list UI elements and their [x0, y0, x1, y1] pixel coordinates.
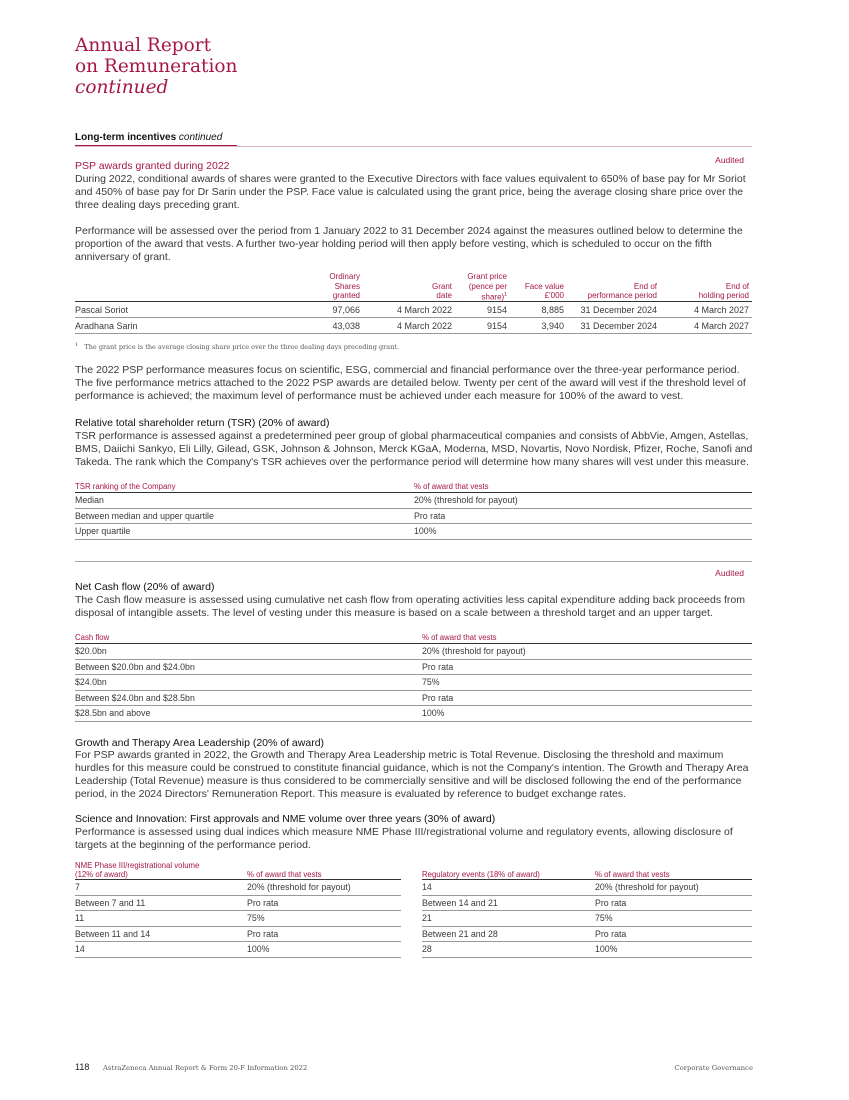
holding-end: 4 March 2027: [693, 305, 749, 315]
col-shares-l3: granted: [332, 291, 360, 300]
section-heading: [75, 132, 237, 146]
grant-table: [75, 271, 752, 334]
director-name: Pascal Soriot: [75, 305, 129, 315]
growth-paragraph: For PSP awards granted in 2022, the Growth and Therapy Area Leadership metric is Total Revenue. Disclosing the threshold and maximum hurdles for this measure could be construed to constitute financial guidance, which is not the Company's intention. The Growth and Therapy Area Leadership (Total Revenue) measure is thus considered to be commercially sensitive and will be disclosed following the end of the performance period, in the 2024 Directors' Remuneration Report. This measure is evaluated by reference to budget exchange rates.: [75, 749, 749, 801]
table-row: [422, 880, 752, 896]
footnote-text: The grant price is the average closing share price over the three dealing days preceding grant.: [84, 343, 399, 352]
psp-paragraph-3: The 2022 PSP performance measures focus on scientific, ESG, commercial and financial performance over the three-year performance period. The five performance metrics attached to the 2022 PSP awards are detailed below. Twenty per cent of the award will vest if the threshold level of performance is achieved; the maximum level of performance must be achieved under each measure for 100% of the award to vest.: [75, 364, 746, 403]
nme-level: 14: [75, 944, 85, 954]
cash-heading: Net Cash flow (20% of award): [75, 581, 215, 593]
col-face-l2: £'000: [544, 291, 564, 300]
science-paragraph: Performance is assessed using dual indices which measure NME Phase III/registrational volume and regulatory events, allowing disclosure of targets at the beginning of the performance period.: [75, 826, 733, 852]
cash-col-flow: Cash flow: [75, 633, 110, 642]
growth-heading: Growth and Therapy Area Leadership (20% of award): [75, 737, 325, 749]
reg-level: 28: [422, 944, 432, 954]
performance-end: 31 December 2024: [580, 305, 657, 315]
col-hold-end-header: [669, 282, 749, 301]
reg-vesting: Pro rata: [595, 928, 627, 939]
col-face-l1: Face value: [524, 281, 564, 291]
cash-col-vesting: % of award that vests: [422, 633, 497, 642]
table-row: [75, 706, 752, 722]
col-shares-l1: Ordinary: [329, 272, 360, 281]
section-suffix: continued: [178, 132, 223, 143]
shares-granted: 43,038: [332, 321, 360, 331]
grant-price: 9154: [486, 321, 507, 331]
regulatory-table-header: [422, 860, 752, 880]
nme-level: 7: [75, 882, 80, 892]
nme-col-volume-l1: NME Phase III/registrational volume: [75, 861, 200, 870]
col-shares-l2: Shares: [334, 281, 360, 291]
col-hold-l1: End of: [725, 281, 749, 291]
tsr-table-header: [75, 481, 752, 493]
table-row: [75, 318, 752, 334]
section-rule: [75, 146, 752, 147]
table-row: [75, 675, 752, 691]
table-row: [75, 524, 752, 540]
cash-vesting: 20% (threshold for payout): [422, 646, 526, 656]
footnote-number: 1: [75, 342, 79, 348]
nme-level: Between 7 and 11: [75, 897, 146, 908]
cash-table-header: [75, 632, 752, 644]
nme-vesting: Pro rata: [247, 897, 279, 908]
col-perf-end-header: [567, 282, 657, 301]
cash-vesting: Pro rata: [422, 661, 454, 672]
nme-level: Between 11 and 14: [75, 928, 151, 939]
director-name: Aradhana Sarin: [75, 321, 138, 331]
tsr-vesting: 100%: [414, 526, 437, 536]
table-row: [75, 691, 752, 707]
col-price-l1: Grant price: [467, 272, 507, 281]
tsr-col-vesting: % of award that vests: [414, 482, 489, 491]
regulatory-table: [422, 860, 752, 958]
grant-table-header: [75, 271, 752, 302]
tsr-vesting: 20% (threshold for payout): [414, 495, 518, 505]
cash-vesting: Pro rata: [422, 692, 454, 703]
section-divider: [75, 561, 752, 562]
page-title: [75, 35, 237, 98]
title-line-1: Annual Report: [75, 35, 212, 56]
reg-level: 21: [422, 913, 432, 923]
col-price-l2: (pence per: [468, 281, 507, 291]
tsr-rank: Median: [75, 495, 104, 505]
tsr-vesting: Pro rata: [414, 510, 446, 521]
table-row: [75, 493, 752, 509]
grant-price-footnote: [75, 342, 399, 351]
col-price-header: [447, 272, 507, 302]
nme-col-volume-l2: (12% of award): [75, 870, 128, 879]
col-perf-l1: End of: [633, 281, 657, 291]
nme-vesting: 20% (threshold for payout): [247, 882, 351, 892]
table-row: [422, 896, 752, 912]
reg-level: Between 14 and 21: [422, 897, 498, 908]
audited-label: Audited: [715, 568, 744, 578]
col-face-header: [504, 282, 564, 301]
title-line-3: continued: [75, 77, 169, 98]
reg-level: Between 21 and 28: [422, 928, 498, 939]
table-row: [75, 660, 752, 676]
grant-date: 4 March 2022: [396, 321, 452, 331]
cash-level: $28.5bn and above: [75, 708, 151, 718]
col-date-l2: date: [436, 291, 452, 300]
shares-granted: 97,066: [332, 305, 360, 315]
grant-date: 4 March 2022: [396, 305, 452, 315]
cash-table: [75, 632, 752, 722]
nme-vesting: 100%: [247, 944, 270, 954]
nme-level: 11: [75, 913, 85, 923]
nme-table: [75, 860, 401, 958]
cash-level: $20.0bn: [75, 646, 107, 656]
footer-section: Corporate Governance: [674, 1064, 753, 1072]
table-row: [75, 911, 401, 927]
reg-col-events: Regulatory events (18% of award): [422, 870, 540, 879]
table-row: [422, 942, 752, 958]
nme-vesting: 75%: [247, 913, 265, 923]
col-price-l3: share): [481, 292, 505, 302]
nme-col-volume: [75, 861, 199, 879]
psp-paragraph-1: During 2022, conditional awards of shares were granted to the Executive Directors with face values equivalent to 650% of base pay for Mr Soriot and 450% of base pay for Dr Sarin under the PSP. Face value is calculated using the grant price, being the average closing share price over the three dealing days preceding grant.: [75, 173, 746, 212]
page-number: 118: [75, 1062, 90, 1072]
cash-vesting: 75%: [422, 677, 440, 687]
reg-vesting: 20% (threshold for payout): [595, 882, 699, 892]
cash-vesting: 100%: [422, 708, 445, 718]
science-heading: Science and Innovation: First approvals and NME volume over three years (30% of award): [75, 813, 496, 825]
col-date-l1: Grant: [431, 281, 452, 291]
table-row: [422, 927, 752, 943]
audited-label: Audited: [715, 155, 744, 165]
table-row: [75, 509, 752, 525]
table-row: [75, 880, 401, 896]
col-shares-header: [300, 272, 360, 301]
tsr-rank: Upper quartile: [75, 526, 131, 536]
cash-paragraph: The Cash flow measure is assessed using cumulative net cash flow from operating activities less capital expenditure adding back proceeds from disposal of intangible assets. The level of vesting under this measure is based on a scale between a threshold target and an upper target.: [75, 594, 746, 620]
reg-level: 14: [422, 882, 432, 892]
col-perf-l2: performance period: [587, 291, 657, 300]
publication-name: AstraZeneca Annual Report & Form 20-F Information 2022: [103, 1064, 308, 1072]
face-value: 3,940: [541, 321, 564, 331]
table-row: [75, 302, 752, 318]
tsr-rank: Between median and upper quartile: [75, 510, 214, 521]
title-line-2: on Remuneration: [75, 56, 238, 77]
cash-level: $24.0bn: [75, 677, 107, 687]
psp-heading: PSP awards granted during 2022: [75, 160, 230, 172]
section-title: Long-term incentives: [75, 132, 177, 143]
cash-level: Between $24.0bn and $28.5bn: [75, 692, 195, 703]
cash-level: Between $20.0bn and $24.0bn: [75, 661, 195, 672]
reg-vesting: Pro rata: [595, 897, 627, 908]
col-date-header: [392, 282, 452, 301]
tsr-col-ranking: TSR ranking of the Company: [75, 482, 176, 491]
table-row: [75, 896, 401, 912]
performance-end: 31 December 2024: [580, 321, 657, 331]
col-hold-l2: holding period: [698, 291, 749, 300]
tsr-paragraph: TSR performance is assessed against a predetermined peer group of global pharmaceutical companies and consists of AbbVie, Amgen, Astellas, BMS, Daiichi Sankyo, Eli Lilly, Gilead, GSK, Johnson & Johnson, Merck KGaA, Moderna, MSD, Novartis, Novo Nordisk, Pfizer, Roche, Sanofi and Takeda. The rank which the Company's TSR achieves over the performance period will determine how many shares will vest under this measure.: [75, 430, 753, 469]
reg-vesting: 75%: [595, 913, 613, 923]
nme-col-vesting: % of award that vests: [247, 870, 322, 879]
reg-col-vesting: % of award that vests: [595, 870, 670, 879]
col-price-footnote-ref: 1: [504, 292, 507, 298]
face-value: 8,885: [541, 305, 564, 315]
grant-price: 9154: [486, 305, 507, 315]
nme-table-header: [75, 860, 401, 880]
table-row: [75, 927, 401, 943]
table-row: [422, 911, 752, 927]
table-row: [75, 644, 752, 660]
table-row: [75, 942, 401, 958]
psp-paragraph-2: Performance will be assessed over the period from 1 January 2022 to 31 December 2024 against the measures outlined below to determine the proportion of the award that vests. A further two-year holding period will then apply before vesting, which is scheduled to occur on the fifth anniversary of grant.: [75, 225, 743, 264]
tsr-table: [75, 481, 752, 540]
holding-end: 4 March 2027: [693, 321, 749, 331]
tsr-heading: Relative total shareholder return (TSR) (20% of award): [75, 417, 330, 429]
reg-vesting: 100%: [595, 944, 618, 954]
nme-vesting: Pro rata: [247, 928, 279, 939]
